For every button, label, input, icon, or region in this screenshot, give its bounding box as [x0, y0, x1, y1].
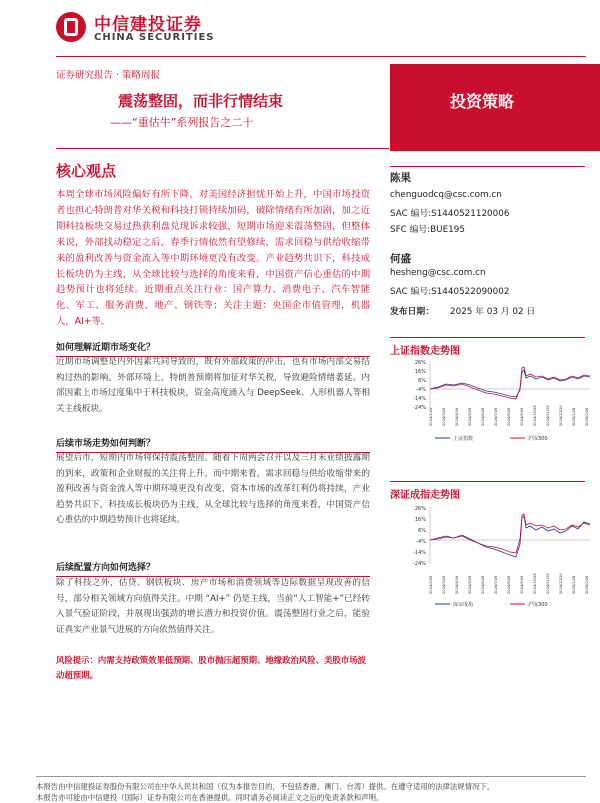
section-question-2: 后续市场走势如何判断？	[56, 436, 370, 453]
series-line-compare	[430, 367, 590, 399]
footer-disclaimer: 本报告亦可能由中信建投（国际）证券有限公司在香港提供。同时请务必阅读正文之后的免责条款和声明。	[36, 793, 384, 802]
analyst-sac: SAC 编号:S1440522090002	[390, 287, 510, 297]
title-divider	[56, 148, 389, 149]
series-line-primary	[430, 516, 590, 557]
legend-label: 深证成指	[453, 602, 474, 608]
analyst-email[interactable]: hesheng@csc.com.cn	[390, 268, 486, 278]
y-tick: 6%	[418, 378, 426, 384]
risk-warning: 风险提示：内需支持政策效果低预期、股市抛压超预期、地缘政治风险、美股市场波动超预期。	[56, 655, 366, 680]
x-tick: 2024/9/26	[520, 407, 524, 426]
y-tick: 26%	[414, 360, 426, 366]
chart-divider	[390, 481, 585, 482]
sidebar-divider	[390, 166, 585, 167]
chart-legend	[435, 601, 548, 608]
core-heading: 核心观点	[56, 162, 117, 180]
chart-divider	[390, 337, 585, 338]
analyst-sac: SAC 编号:S1440521120006	[390, 209, 510, 219]
x-tick: 2024/4/26	[455, 575, 459, 594]
y-tick: 6%	[418, 528, 426, 534]
x-tick: 2024/7/26	[494, 407, 498, 426]
y-tick: 16%	[414, 517, 426, 523]
x-tick: 2024/10/26	[533, 573, 537, 594]
analyst-name: 何盛	[390, 253, 411, 265]
section-question-3: 后续配置方向如何选择？	[56, 560, 370, 577]
analyst-email[interactable]: chenguodcq@csc.com.cn	[390, 190, 502, 200]
publish-date	[390, 304, 535, 317]
x-tick: 2024/11/26	[546, 405, 550, 426]
x-tick: 2024/11/26	[546, 573, 550, 594]
company-logo	[56, 10, 216, 50]
x-axis-ticks	[429, 573, 589, 594]
legend-label: 沪深300	[528, 602, 548, 608]
publish-date-label: 发布日期：	[390, 307, 434, 317]
footer-divider	[36, 776, 586, 777]
report-breadcrumb: 证券研究报告 · 策略周报	[56, 70, 161, 81]
x-tick: 2024/6/26	[481, 575, 485, 594]
y-tick: -24%	[413, 561, 426, 567]
logo-en-text: CHINA SECURITIES	[94, 32, 215, 43]
x-tick: 2024/3/26	[442, 407, 446, 426]
section-question-1: 如何理解近期市场变化？	[56, 340, 370, 357]
chart-title: 上证指数走势图	[390, 346, 460, 357]
section-body-3: 除了科技之外，估贷、钢铁板块、房产市场和消费领域等边际数据呈现改善的信号，部分相关领域方向值得关注。中期 “AI+” 仍是主线，当前“人工智能+”已经转入景气验证阶段，并展现出强劲的增长潜力和投资价值。震荡整固行业之后，能验证真实产业景气进展的方向依然值得关注。	[56, 578, 370, 635]
x-axis-ticks	[429, 405, 589, 426]
section-body-2: 展望后市，短期内市场将保持震荡整固。随着下周两会召开以及三月末业绩披露期的到来，政策和企业财报的关注将上升。而中期来看，需求回稳与供给收缩带来的盈利改善与资金流入等中期环境更没有改变，资本市场的改革红利仍将持续，产业趋势共识下，科技成长板块仍为主线，从全球比较与选择的角度来看，中国资产信心重估的中期趋势预计也将延续。	[56, 453, 370, 526]
chart-title: 深证成指走势图	[390, 490, 460, 501]
chart-legend	[435, 435, 548, 442]
publish-date-value: 2025 年 03 月 02 日	[450, 307, 536, 317]
x-tick: 2024/9/26	[520, 575, 524, 594]
y-tick: -24%	[413, 405, 426, 411]
x-tick: 2024/2/26	[429, 575, 433, 594]
category-label: 投资策略	[450, 92, 515, 111]
x-tick: 2024/7/26	[494, 575, 498, 594]
y-axis-ticks	[413, 360, 426, 411]
y-tick: 16%	[414, 369, 426, 375]
x-tick: 2025/1/26	[572, 575, 576, 594]
x-tick: 2024/4/26	[455, 407, 459, 426]
core-summary: 本周全球市场风险偏好有所下降，对美国经济担忧开始上升，中国市场投资者也担心特朗普对华关税和科技打锁持续加码，破除情绪有所加剧，加之近期科技板块交易过热获利盘兑现诉求较强，短期市场迎来震荡整固，但整体来说，外部找动稳定之后，春季行情依然有望修续，需求回稳与供给收缩带来的盈利改善与资金流入等中期环境更没有改变。产业趋势共识下，科技成长板块仍为主线，从全球比较与选择的角度来看，中国资产信心重估的中期趋势预计也将延续。近期重点关注行业：国产算力、消费电子、汽车智能化、军工、服务消费、地产、钢铁等；关注主题：央国企市值管理，机器人，AI+等。	[56, 189, 370, 328]
x-tick: 2024/12/26	[559, 573, 563, 594]
series-line-compare	[430, 514, 590, 553]
report-subtitle: ——“重估牛”系列报告之二十	[110, 116, 254, 129]
series-line-primary	[430, 370, 590, 397]
report-title: 震荡整固，而非行情结束	[118, 92, 284, 110]
x-tick: 2024/3/26	[442, 575, 446, 594]
x-tick: 2025/2/26	[585, 407, 589, 426]
x-tick: 2024/12/26	[559, 405, 563, 426]
y-tick: -14%	[413, 396, 426, 402]
y-tick: 26%	[414, 506, 426, 512]
y-axis-ticks	[413, 506, 426, 567]
x-tick: 2025/1/26	[572, 407, 576, 426]
x-tick: 2025/2/26	[585, 575, 589, 594]
legend-label: 上证指数	[453, 436, 474, 442]
index-chart-shenzhen	[390, 502, 600, 614]
x-tick: 2024/8/26	[507, 575, 511, 594]
header-divider	[56, 56, 586, 57]
x-tick: 2024/2/26	[429, 407, 433, 426]
x-tick: 2024/6/26	[481, 407, 485, 426]
legend-label: 沪深300	[528, 436, 548, 442]
logo-mark-icon	[56, 12, 86, 42]
analyst-name: 陈果	[390, 172, 411, 184]
analyst-sfc: SFC 编号:BUE195	[390, 225, 465, 235]
index-chart-shanghai	[390, 358, 600, 446]
section-body-1: 近期市场调整是内外因素共同导致的，既有外部政策的冲击，也有市场内部交易结构过热的影响。外部环境上，特朗普预期将加征对华关税，导致避险情绪萎延。内部因素上市场过度集中于科技板块，资金高度涌入与 DeepSeek、人形机器人等相关主线板块。	[56, 357, 370, 414]
y-tick: -4%	[416, 539, 426, 545]
x-tick: 2024/5/26	[468, 407, 472, 426]
x-tick: 2024/5/26	[468, 575, 472, 594]
logo-cn-text: 中信建投证券	[94, 15, 202, 35]
y-tick: -4%	[416, 387, 426, 393]
footer-disclaimer: 本报告由中信建投证券股份有限公司在中华人民共和国（仅为本报告目的，不包括香港、澳门、台湾）提供。在遵守适用的法律法规情况下，	[36, 782, 495, 791]
y-tick: -14%	[413, 550, 426, 556]
x-tick: 2024/8/26	[507, 407, 511, 426]
x-tick: 2024/10/26	[533, 405, 537, 426]
